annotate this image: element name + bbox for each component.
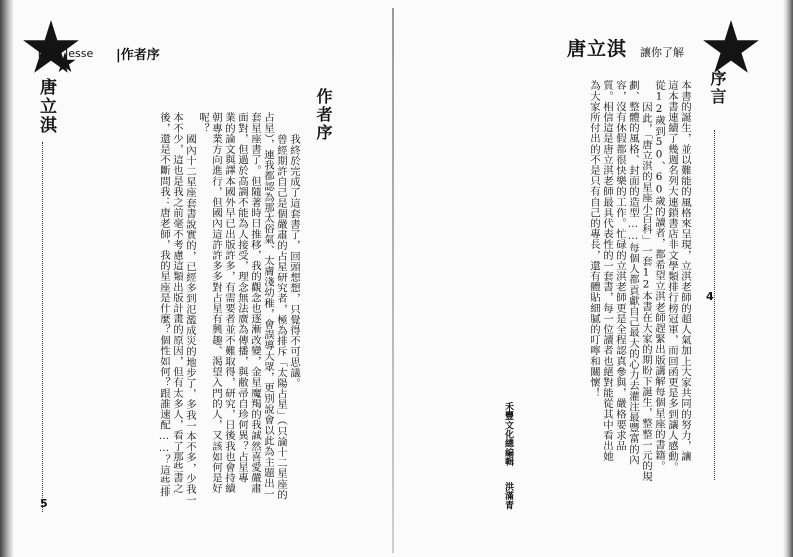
section-title: 作者序 [314,88,333,142]
page-edge-shadow-right [783,0,793,557]
signature-publisher: 禾豐文化總編輯 [503,402,513,467]
paragraph: 朝專業方向進行，但國內這許許多多對占星有興趣、渴望入門的人，又該如何是好 [210,112,222,494]
side-title: 唐立淇 [36,78,56,135]
paragraph: 容，沒有休假都很快樂的工作。忙碌的立淇老師更是全程認真參與，嚴格要求品 [614,80,626,451]
left-body-text [88,112,300,512]
paragraph: 套星座書了。但隨著時日推移，我的觀念也逐漸改變，金星魔羯的我誠然喜愛嚴肅 [249,112,261,494]
paragraph: 劃、整體的風格、封面的造型……每個人都貢獻自己最大的心力去灌注最豐富的內 [627,80,639,465]
paragraph: 面對，但過於高調不能為人接受，理念無法廣為傳播，與敝帚自珍何異？占星專 [236,112,248,483]
paragraph: 質。相信這是唐立淇老師最具代表性的一套書，每一位讀者也絕對能從其中看出她 [601,80,613,462]
paragraph: 這本書連續了幾週名列大連鎖書店非文學類排行榜冠軍，而回函更是多到讓人感動。 [666,80,678,473]
header-title: 唐立淇 [567,38,628,60]
dotted-rule [42,142,43,512]
paragraph: 本不少，這也是我之前毫不考慮這類出版計畫的原因，但有太多人，看了那些書之 [171,112,183,494]
paragraph: 本書的誕生，並以難能的風格來呈現，立淇老師的超人氣加上大家共同的努力，讓 [679,80,691,462]
paragraph: 從12歲到50、60歲的讀者，都希望立淇老師趕緊出版講解每個星座的書籍。 [653,80,665,472]
paragraph: 我終於完成了這套書了，回頭想想，只覺得不可思議。 [288,134,300,389]
logo-text: Tong Jesse [36,47,94,60]
paragraph: 因此，「唐立淇的星座小百科」一套12本書在大家的期盼下誕生，整整一元的規 [640,102,652,482]
paragraph: 國內十二星座套書說實的，已經多到氾濫成災的地步了，多我一本不多，少我一 [184,134,196,505]
page-number: 5 [40,497,48,510]
paragraph: 後，還是不斷問我：唐老師，我的星座是什麼？個性如何？跟誰速配……？這些排 [158,112,170,497]
page-edge-shadow-left [0,0,14,557]
signature-name: 洪滿青 [503,482,513,510]
paragraph: 呢？ [197,112,209,134]
paragraph: 占星），連我都認為那太俗氣、太膚淺幼稚，會誤導大眾，更別說會以此為主題出一 [262,112,274,499]
side-title: 序言 [708,70,727,106]
header-subtitle: 讓你了解 [640,46,684,59]
dotted-rule [714,130,715,480]
paragraph: 曾經期許自己是個嚴肅的占星研究者，極為排斥「太陽占星」（只論十二星座的 [275,134,287,500]
book-spine [392,8,394,553]
header-label: |作者序 [116,48,160,63]
page-number: 4 [706,290,714,303]
paragraph: 為大家所付出的不是只有自己的專長，還有體貼細膩的叮嚀和關懷！ [588,80,600,398]
paragraph: 業的論文與譯本國外早已出版許多，有需要者並不難取得，研究，日後我也會持續 [223,112,235,494]
right-body-text [553,80,691,482]
